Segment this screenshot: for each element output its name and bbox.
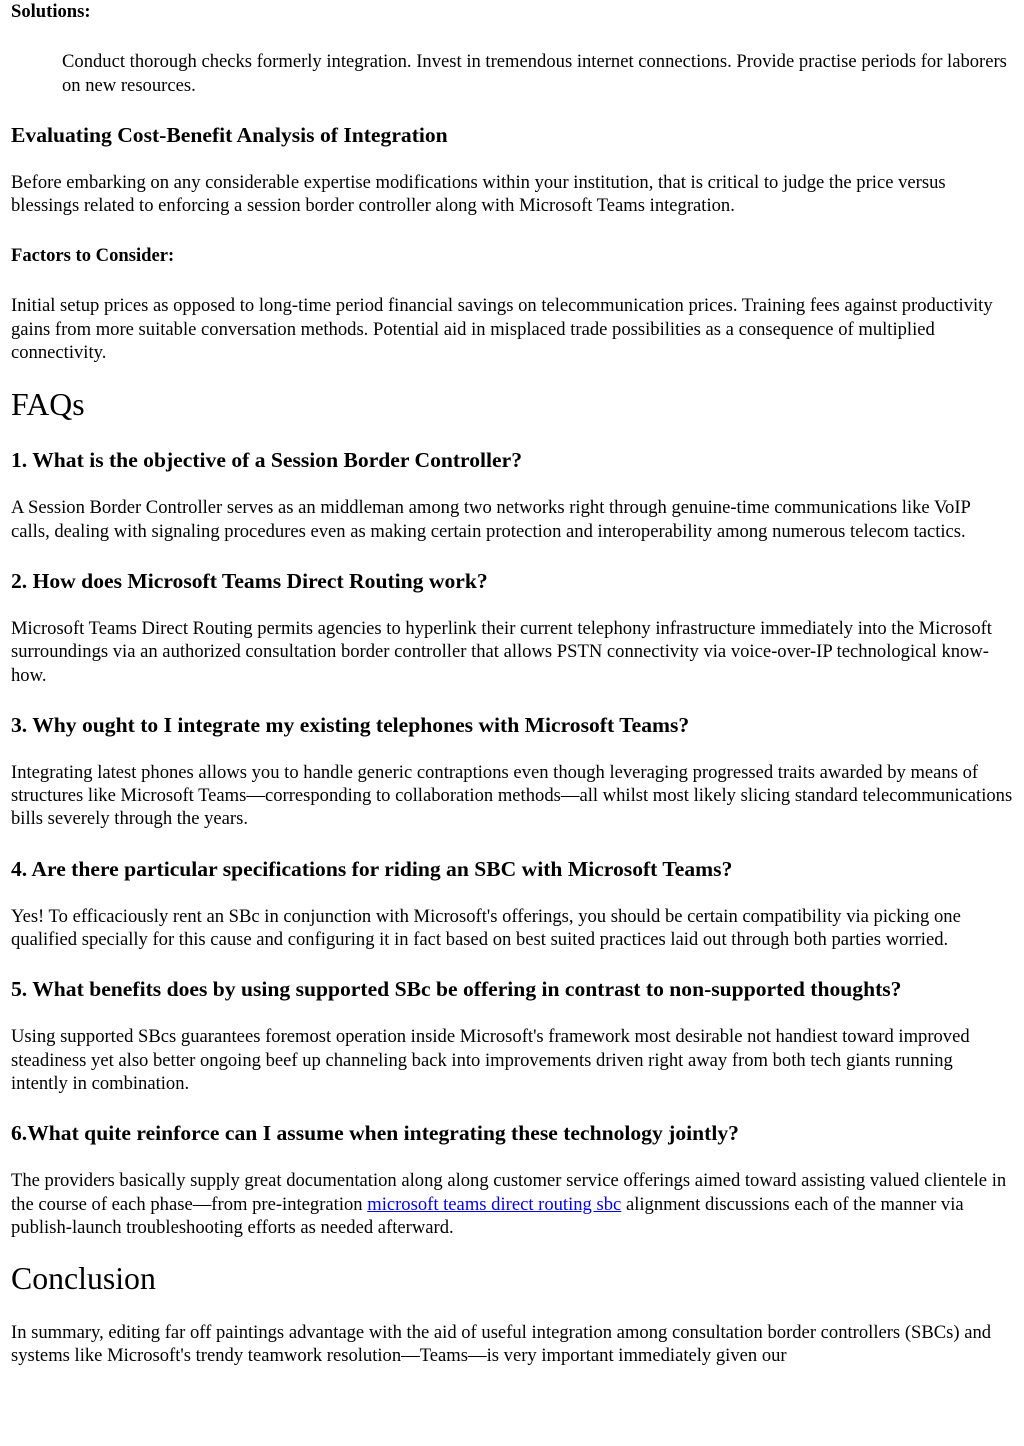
faq-question-6: 6.What quite reinforce can I assume when integrating these technology jointly? — [11, 1121, 739, 1146]
faq-question-4: 4. Are there particular specifications for riding an SBC with Microsoft Teams? — [11, 856, 733, 881]
factors-label: Factors to Consider: — [11, 245, 175, 267]
factors-text: Initial setup prices as opposed to long-time period financial savings on telecommunication prices. Training fees against productivity gains from more suitable conversation methods. Potential aid in misplaced trade possibilities as a consequence of multiplied connectivity. — [11, 295, 993, 364]
faq-question-1: 1. What is the objective of a Session Border Controller? — [11, 448, 523, 473]
faq-answer-6-text-after: alignment discussions each of the manner via publish-launch troubleshooting efforts as needed afterward. — [11, 1193, 964, 1238]
direct-routing-sbc-link[interactable]: microsoft teams direct routing sbc — [367, 1193, 622, 1215]
faq-answer-6 — [11, 1169, 1013, 1239]
faq-answer-6-text-before: The providers basically supply great documentation along along customer service offerings aimed toward assisting valued clientele in the course of each phase—from pre-integration — [11, 1170, 1007, 1215]
cost-benefit-intro: Before embarking on any considerable expertise modifications within your institution, that is critical to judge the price versus blessings related to enforcing a session border controller along with Microsoft Teams integration. — [11, 171, 946, 217]
faq-answer-3: Integrating latest phones allows you to handle generic contraptions even though leveraging progressed traits awarded by means of structures like Microsoft Teams—corresponding to collaboration methods—all whilst most likely slicing standard telecommunications bills severely through the years. — [11, 761, 1013, 830]
cost-benefit-heading: Evaluating Cost-Benefit Analysis of Integration — [11, 122, 448, 147]
solutions-label: Solutions: — [11, 1, 91, 22]
solutions-text: Conduct thorough checks formerly integration. Invest in tremendous internet connections. Provide practise periods for laborers on new resources. — [62, 51, 1007, 96]
conclusion-heading: Conclusion — [11, 1261, 156, 1297]
faq-answer-4: Yes! To efficaciously rent an SBc in conjunction with Microsoft's offerings, you should be certain compatibility via picking one qualified specially for this cause and configuring it in fact based on best suited practices laid out through both parties worried. — [11, 905, 961, 951]
conclusion-text: In summary, editing far off paintings advantage with the aid of useful integration among consultation border controllers (SBCs) and systems like Microsoft's trendy teamwork resolution—Teams—is very important immediately given our — [11, 1322, 992, 1367]
faq-answer-5: Using supported SBcs guarantees foremost operation inside Microsoft's framework most desirable not handiest toward improved steadiness yet also better ongoing beef up channeling back into improvements driven right away from both tech giants running intently in combination. — [11, 1026, 970, 1094]
faq-question-5: 5. What benefits does by using supported SBc be offering in contrast to non-supported thoughts? — [11, 977, 902, 1002]
faq-answer-2: Microsoft Teams Direct Routing permits agencies to hyperlink their current telephony infrastructure immediately into the Microsoft surroundings via an authorized consultation border controller that allows PSTN connectivity via voice-over-IP technological know-how. — [11, 617, 992, 686]
faqs-heading: FAQs — [11, 387, 85, 423]
faq-question-2: 2. How does Microsoft Teams Direct Routing work? — [11, 568, 488, 593]
faq-question-3: 3. Why ought to I integrate my existing telephones with Microsoft Teams? — [11, 712, 690, 737]
faq-answer-1: A Session Border Controller serves as an middleman among two networks right through genuine-time communications like VoIP calls, dealing with signaling procedures even as making certain protection and interoperability among numerous telecom tactics. — [11, 497, 971, 542]
